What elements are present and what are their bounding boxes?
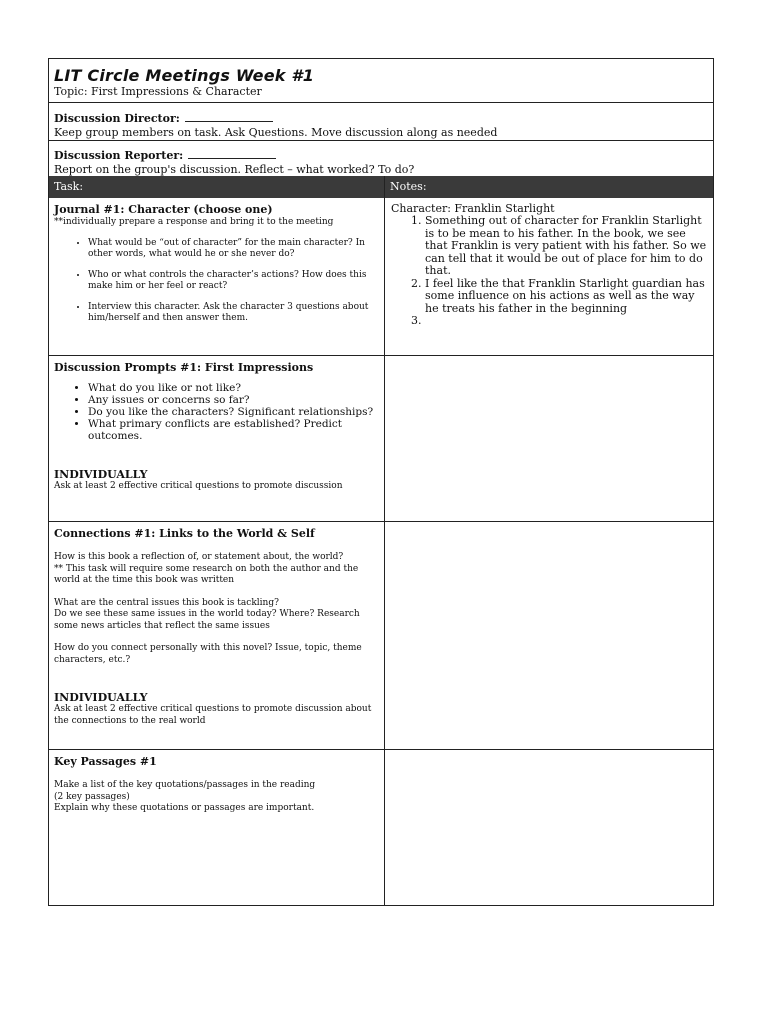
- director-blank-line: [185, 112, 273, 122]
- journal-task-cell: [49, 198, 384, 355]
- list-item: • Interview this character. Ask the character 3 questions about him/herself and then answer them.: [88, 302, 379, 325]
- list-item: • Who or what controls the character’s actions? How does this make him or her feel or react?: [88, 270, 379, 293]
- reporter-label: Discussion Reporter:: [54, 149, 184, 162]
- list-item: • What would be “out of character” for the main character? In other words, what would he or she never do?: [88, 238, 379, 261]
- reporter-section: [49, 141, 713, 176]
- reporter-description: Report on the group's discussion. Reflect – what worked? To do?: [54, 163, 415, 176]
- passages-explain: Explain why these quotations or passages are important.: [54, 803, 315, 813]
- worksheet-table: [48, 58, 714, 906]
- passages-notes-cell[interactable]: [385, 750, 714, 906]
- connections-task-cell: [49, 522, 384, 749]
- connections-question-1: How is this book a reflection of, or statement about, the world?: [54, 552, 344, 562]
- passages-heading: Key Passages #1: [54, 755, 157, 768]
- journal-bullet-list: [54, 238, 379, 325]
- prompts-individually-label: INDIVIDUALLY: [54, 468, 148, 481]
- table-header: [49, 176, 713, 198]
- connections-question-3: Do we see these same issues in the world today? Where? Research some news articles that reflect the same issues: [54, 609, 360, 631]
- passages-instruction: Make a list of the key quotations/passages in the reading: [54, 780, 316, 790]
- connections-individually-label: INDIVIDUALLY: [54, 691, 148, 704]
- reporter-blank-line: [188, 149, 276, 159]
- list-item: • What primary conflicts are established? Predict outcomes.: [88, 418, 379, 442]
- prompts-notes-cell[interactable]: [385, 356, 714, 521]
- page-title: LIT Circle Meetings Week #1: [54, 66, 315, 85]
- prompts-ask-text: Ask at least 2 effective critical questions to promote discussion: [54, 481, 343, 491]
- list-item: 2. I feel like the that Franklin Starlight guardian has some influence on his actions as well as the way he treats his father in the beginning: [425, 278, 708, 316]
- connections-ask-text: Ask at least 2 effective critical questions to promote discussion about the connections to the real world: [54, 704, 372, 726]
- notes-character: Character: Franklin Starlight: [391, 202, 555, 215]
- director-section: [49, 103, 713, 141]
- connections-heading: Connections #1: Links to the World & Self: [54, 527, 315, 540]
- connections-question-4: How do you connect personally with this novel? Issue, topic, theme characters, etc.?: [54, 643, 362, 665]
- prompts-bullet-list: [54, 382, 379, 442]
- journal-heading: Journal #1: Character (choose one): [54, 203, 273, 216]
- director-description: Keep group members on task. Ask Questions. Move discussion along as needed: [54, 126, 498, 139]
- task-column-header: Task:: [54, 180, 84, 193]
- notes-numbered-list: [391, 215, 708, 328]
- connections-question-2: What are the central issues this book is tackling?: [54, 597, 279, 608]
- list-item: • What do you like or not like?: [88, 382, 379, 394]
- connections-notes-cell[interactable]: [385, 522, 714, 749]
- prompts-task-cell: [49, 356, 384, 521]
- director-label: Discussion Director:: [54, 112, 180, 125]
- journal-note: **individually prepare a response and bring it to the meeting: [54, 217, 334, 227]
- connections-research-note: ** This task will require some research on both the author and the world at the time this book was written: [54, 563, 359, 585]
- topic-line: Topic: First Impressions & Character: [54, 85, 262, 98]
- passages-count: (2 key passages): [54, 791, 130, 802]
- list-item: [425, 315, 708, 328]
- journal-notes-cell: [385, 198, 714, 355]
- passages-task-cell: [49, 750, 384, 906]
- prompts-heading: Discussion Prompts #1: First Impressions: [54, 361, 314, 374]
- list-item: • Any issues or concerns so far?: [88, 394, 379, 406]
- list-item: 1. Something out of character for Franklin Starlight is to be mean to his father. In the book, we see that Franklin is very patient with his father. So we can tell that it would be out of place for him to do that.: [425, 215, 708, 278]
- notes-column-header: Notes:: [390, 180, 427, 193]
- header-section: [49, 59, 713, 103]
- list-item: • Do you like the characters? Significant relationships?: [88, 406, 379, 418]
